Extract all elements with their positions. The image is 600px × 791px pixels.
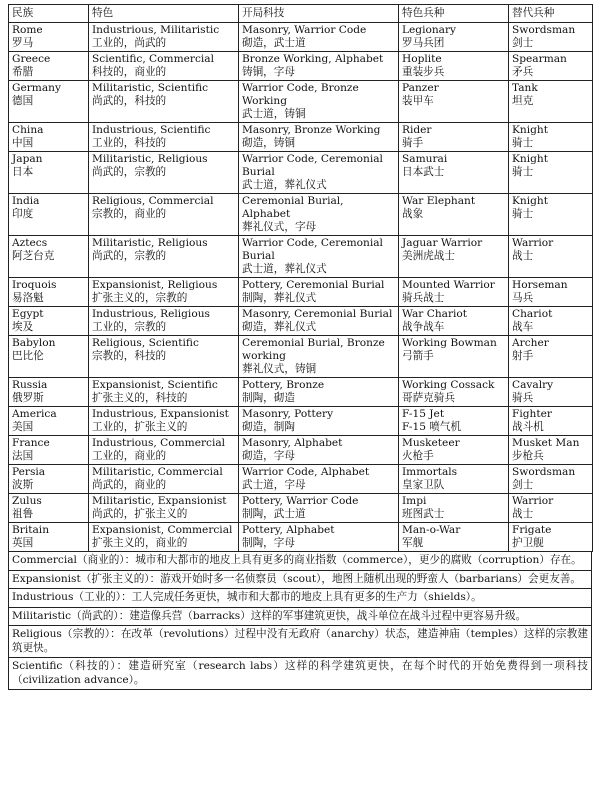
starting-tech-en: Warrior Code, Ceremonial Burial xyxy=(242,153,383,178)
unique-unit-zh: 装甲车 xyxy=(402,95,434,107)
civ-traits-cell xyxy=(89,278,239,307)
unique-unit-zh: 班图武士 xyxy=(402,508,445,520)
civ-traits-zh: 扩张主义的，科技的 xyxy=(92,392,188,404)
civ-traits-zh: 工业的，科技的 xyxy=(92,137,167,149)
civ-traits-en: Religious, Commercial xyxy=(92,195,214,207)
document-page xyxy=(8,4,592,690)
starting-tech-en: Masonry, Warrior Code xyxy=(242,24,367,36)
civ-name-en: Rome xyxy=(12,24,43,36)
unique-unit-en: War Elephant xyxy=(402,195,476,207)
civ-name-cell xyxy=(9,194,89,236)
civ-traits-cell xyxy=(89,307,239,336)
starting-tech-zh: 武士道，字母 xyxy=(242,479,306,491)
civ-traits-en: Militaristic, Scientific xyxy=(92,82,209,94)
replaced-unit-cell xyxy=(509,23,593,52)
civ-traits-en: Scientific, Commercial xyxy=(92,53,214,65)
starting-tech-en: Bronze Working, Alphabet xyxy=(242,53,384,65)
table-header-row xyxy=(9,5,593,23)
civ-name-zh: 希腊 xyxy=(12,66,34,78)
civ-name-en: Germany xyxy=(12,82,61,94)
civ-name-zh: 祖鲁 xyxy=(12,508,34,520)
civ-name-en: Egypt xyxy=(12,308,44,320)
starting-tech-zh: 砌造，铸铜 xyxy=(242,137,295,149)
replaced-unit-zh: 矛兵 xyxy=(512,66,534,78)
starting-tech-en: Masonry, Ceremonial Burial xyxy=(242,308,393,320)
unique-unit-cell xyxy=(399,465,509,494)
starting-tech-en: Masonry, Alphabet xyxy=(242,437,343,449)
civ-name-zh: 易洛魁 xyxy=(12,292,44,304)
civ-name-zh: 巴比伦 xyxy=(12,350,44,362)
civ-name-en: Zulus xyxy=(12,495,42,507)
civ-name-cell xyxy=(9,23,89,52)
starting-tech-zh: 武士道，铸铜 xyxy=(242,108,306,120)
starting-tech-zh: 砌造，武士道 xyxy=(242,37,306,49)
replaced-unit-cell xyxy=(509,407,593,436)
unique-unit-cell xyxy=(399,436,509,465)
starting-tech-en: Ceremonial Burial, Alphabet xyxy=(242,195,344,220)
civ-traits-en: Religious, Scientific xyxy=(92,337,199,349)
header-starting-tech: 开局科技 xyxy=(239,5,399,23)
civ-name-en: Babylon xyxy=(12,337,56,349)
replaced-unit-cell xyxy=(509,123,593,152)
unique-unit-cell xyxy=(399,494,509,523)
civ-name-cell xyxy=(9,378,89,407)
unique-unit-cell xyxy=(399,81,509,123)
unique-unit-en: Immortals xyxy=(402,466,458,478)
unique-unit-cell xyxy=(399,52,509,81)
civ-name-zh: 波斯 xyxy=(12,479,34,491)
civ-name-cell xyxy=(9,494,89,523)
civ-name-cell xyxy=(9,336,89,378)
replaced-unit-cell xyxy=(509,52,593,81)
civ-traits-en: Industrious, Expansionist xyxy=(92,408,229,420)
civ-traits-zh: 尚武的，商业的 xyxy=(92,479,167,491)
starting-tech-cell xyxy=(239,378,399,407)
header-traits: 特色 xyxy=(89,5,239,23)
unique-unit-cell xyxy=(399,307,509,336)
table-row xyxy=(9,407,593,436)
unique-unit-zh: 骑兵战士 xyxy=(402,292,445,304)
civ-name-en: America xyxy=(12,408,57,420)
table-body xyxy=(9,23,593,552)
civ-name-zh: 中国 xyxy=(12,137,34,149)
unique-unit-zh: 哥萨克骑兵 xyxy=(402,392,455,404)
civ-name-cell xyxy=(9,407,89,436)
civ-name-zh: 日本 xyxy=(12,166,34,178)
replaced-unit-zh: 剑士 xyxy=(512,37,534,49)
starting-tech-cell xyxy=(239,465,399,494)
table-row xyxy=(9,307,593,336)
replaced-unit-zh: 战斗机 xyxy=(512,421,544,433)
unique-unit-cell xyxy=(399,407,509,436)
replaced-unit-en: Warrior xyxy=(512,495,554,507)
replaced-unit-cell xyxy=(509,336,593,378)
starting-tech-cell xyxy=(239,23,399,52)
table-row xyxy=(9,336,593,378)
table-row xyxy=(9,236,593,278)
table-row xyxy=(9,378,593,407)
header-civ: 民族 xyxy=(9,5,89,23)
replaced-unit-en: Spearman xyxy=(512,53,567,65)
replaced-unit-cell xyxy=(509,436,593,465)
replaced-unit-zh: 骑兵 xyxy=(512,392,534,404)
replaced-unit-en: Warrior xyxy=(512,237,554,249)
civ-name-en: Greece xyxy=(12,53,51,65)
unique-unit-zh: 战争战车 xyxy=(402,321,445,333)
unique-unit-cell xyxy=(399,336,509,378)
civ-traits-en: Expansionist, Religious xyxy=(92,279,218,291)
replaced-unit-cell xyxy=(509,307,593,336)
unique-unit-zh: 美洲虎战士 xyxy=(402,250,455,262)
civilization-table xyxy=(8,4,593,552)
replaced-unit-en: Archer xyxy=(512,337,549,349)
starting-tech-zh: 葬礼仪式，字母 xyxy=(242,221,317,233)
civ-traits-cell xyxy=(89,194,239,236)
unique-unit-zh: 战象 xyxy=(402,208,424,220)
replaced-unit-en: Cavalry xyxy=(512,379,554,391)
starting-tech-en: Warrior Code, Bronze Working xyxy=(242,82,359,107)
starting-tech-cell xyxy=(239,278,399,307)
replaced-unit-zh: 骑士 xyxy=(512,208,534,220)
civ-name-cell xyxy=(9,523,89,552)
civ-name-zh: 法国 xyxy=(12,450,34,462)
table-row xyxy=(9,436,593,465)
unique-unit-cell xyxy=(399,194,509,236)
civ-traits-zh: 科技的，商业的 xyxy=(92,66,167,78)
replaced-unit-en: Knight xyxy=(512,153,548,165)
civ-name-zh: 俄罗斯 xyxy=(12,392,44,404)
civ-traits-cell xyxy=(89,436,239,465)
starting-tech-en: Masonry, Bronze Working xyxy=(242,124,381,136)
civ-traits-cell xyxy=(89,23,239,52)
civ-name-zh: 阿芝台克 xyxy=(12,250,55,262)
replaced-unit-zh: 射手 xyxy=(512,350,534,362)
starting-tech-zh: 武士道，葬礼仪式 xyxy=(242,263,327,275)
civ-traits-zh: 宗教的，科技的 xyxy=(92,350,167,362)
civ-name-cell xyxy=(9,123,89,152)
starting-tech-zh: 武士道，葬礼仪式 xyxy=(242,179,327,191)
replaced-unit-en: Tank xyxy=(512,82,538,94)
replaced-unit-cell xyxy=(509,81,593,123)
civ-traits-zh: 尚武的，扩张主义的 xyxy=(92,508,188,520)
note-scientific: Scientific（科技的）：建造研究室（research labs）这样的科学建筑更快，在每个时代的开始免费得到一项科技（civilization advance）。 xyxy=(9,658,592,690)
trait-notes xyxy=(8,552,592,690)
note-militaristic: Militaristic（尚武的）：建造像兵营（barracks）这样的军事建筑更快，战斗单位在战斗过程中更容易升级。 xyxy=(9,607,592,626)
civ-name-zh: 埃及 xyxy=(12,321,34,333)
civ-name-zh: 德国 xyxy=(12,95,34,107)
civ-name-zh: 罗马 xyxy=(12,37,34,49)
starting-tech-zh: 制陶，字母 xyxy=(242,537,295,549)
civ-traits-cell xyxy=(89,123,239,152)
unique-unit-en: Panzer xyxy=(402,82,439,94)
civ-traits-en: Militaristic, Commercial xyxy=(92,466,223,478)
unique-unit-en: Rider xyxy=(402,124,432,136)
table-row xyxy=(9,194,593,236)
replaced-unit-cell xyxy=(509,523,593,552)
civ-name-en: Iroquois xyxy=(12,279,57,291)
civ-traits-cell xyxy=(89,494,239,523)
replaced-unit-cell xyxy=(509,278,593,307)
replaced-unit-zh: 战士 xyxy=(512,508,534,520)
table-row xyxy=(9,523,593,552)
replaced-unit-zh: 剑士 xyxy=(512,479,534,491)
unique-unit-cell xyxy=(399,278,509,307)
civ-traits-zh: 尚武的，宗教的 xyxy=(92,250,167,262)
unique-unit-cell xyxy=(399,236,509,278)
starting-tech-cell xyxy=(239,407,399,436)
unique-unit-zh: 火枪手 xyxy=(402,450,434,462)
civ-traits-cell xyxy=(89,52,239,81)
replaced-unit-en: Swordsman xyxy=(512,466,576,478)
civ-name-cell xyxy=(9,236,89,278)
civ-name-cell xyxy=(9,278,89,307)
civ-name-en: Aztecs xyxy=(12,237,48,249)
unique-unit-zh: 军舰 xyxy=(402,537,424,549)
table-row xyxy=(9,278,593,307)
civ-traits-zh: 扩张主义的，宗教的 xyxy=(92,292,188,304)
replaced-unit-cell xyxy=(509,152,593,194)
note-expansionist: Expansionist（扩张主义的）：游戏开始时多一名侦察员（scout），地图上随机出现的野蛮人（barbarians）会更友善。 xyxy=(9,570,592,589)
starting-tech-cell xyxy=(239,152,399,194)
replaced-unit-en: Frigate xyxy=(512,524,552,536)
civ-traits-zh: 工业的，商业的 xyxy=(92,450,167,462)
replaced-unit-zh: 战士 xyxy=(512,250,534,262)
table-row xyxy=(9,23,593,52)
unique-unit-zh: 重装步兵 xyxy=(402,66,445,78)
civ-traits-en: Expansionist, Scientific xyxy=(92,379,218,391)
civ-traits-en: Industrious, Religious xyxy=(92,308,210,320)
table-row xyxy=(9,81,593,123)
civ-name-en: France xyxy=(12,437,50,449)
civ-name-zh: 英国 xyxy=(12,537,34,549)
civ-traits-zh: 尚武的，宗教的 xyxy=(92,166,167,178)
starting-tech-en: Masonry, Pottery xyxy=(242,408,334,420)
starting-tech-zh: 葬礼仪式，铸铜 xyxy=(242,363,317,375)
unique-unit-zh: F-15 喷气机 xyxy=(402,421,462,433)
replaced-unit-en: Chariot xyxy=(512,308,553,320)
starting-tech-cell xyxy=(239,194,399,236)
replaced-unit-zh: 骑士 xyxy=(512,166,534,178)
civ-name-cell xyxy=(9,81,89,123)
civ-name-zh: 美国 xyxy=(12,421,34,433)
unique-unit-cell xyxy=(399,378,509,407)
replaced-unit-en: Musket Man xyxy=(512,437,580,449)
civ-name-en: Japan xyxy=(12,153,43,165)
starting-tech-zh: 砌造，葬礼仪式 xyxy=(242,321,317,333)
starting-tech-zh: 砌造，字母 xyxy=(242,450,295,462)
civ-traits-en: Industrious, Scientific xyxy=(92,124,211,136)
replaced-unit-en: Knight xyxy=(512,195,548,207)
note-commercial: Commercial（商业的）：城市和大都市的地皮上具有更多的商业指数（commerce），更少的腐败（corruption）存在。 xyxy=(9,552,592,570)
starting-tech-cell xyxy=(239,436,399,465)
civ-traits-cell xyxy=(89,81,239,123)
civ-traits-en: Industrious, Commercial xyxy=(92,437,226,449)
replaced-unit-zh: 战车 xyxy=(512,321,534,333)
unique-unit-zh: 皇家卫队 xyxy=(402,479,445,491)
starting-tech-cell xyxy=(239,494,399,523)
civ-traits-cell xyxy=(89,336,239,378)
unique-unit-en: Working Cossack xyxy=(402,379,495,391)
table-row xyxy=(9,152,593,194)
civ-traits-zh: 宗教的，商业的 xyxy=(92,208,167,220)
replaced-unit-cell xyxy=(509,236,593,278)
starting-tech-cell xyxy=(239,307,399,336)
starting-tech-zh: 铸铜，字母 xyxy=(242,66,295,78)
civ-name-en: Britain xyxy=(12,524,50,536)
replaced-unit-cell xyxy=(509,378,593,407)
civ-traits-cell xyxy=(89,236,239,278)
unique-unit-zh: 日本武士 xyxy=(402,166,445,178)
note-industrious: Industrious（工业的）：工人完成任务更快，城市和大都市的地皮上具有更多的生产力（shields）。 xyxy=(9,589,592,608)
replaced-unit-en: Horseman xyxy=(512,279,568,291)
civ-name-en: India xyxy=(12,195,40,207)
civ-traits-zh: 工业的，宗教的 xyxy=(92,321,167,333)
civ-name-cell xyxy=(9,307,89,336)
unique-unit-en: Impi xyxy=(402,495,427,507)
unique-unit-en: Legionary xyxy=(402,24,457,36)
civ-name-cell xyxy=(9,52,89,81)
civ-traits-cell xyxy=(89,465,239,494)
table-row xyxy=(9,52,593,81)
unique-unit-zh: 弓箭手 xyxy=(402,350,434,362)
starting-tech-en: Ceremonial Burial, Bronze working xyxy=(242,337,385,362)
unique-unit-en: F-15 Jet xyxy=(402,408,445,420)
civ-traits-zh: 尚武的，科技的 xyxy=(92,95,167,107)
table-row xyxy=(9,123,593,152)
starting-tech-zh: 制陶，葬礼仪式 xyxy=(242,292,317,304)
table-row xyxy=(9,494,593,523)
unique-unit-zh: 罗马兵团 xyxy=(402,37,445,49)
unique-unit-cell xyxy=(399,23,509,52)
civ-traits-en: Militaristic, Religious xyxy=(92,153,208,165)
starting-tech-en: Warrior Code, Ceremonial Burial xyxy=(242,237,383,262)
replaced-unit-en: Fighter xyxy=(512,408,552,420)
table-row xyxy=(9,465,593,494)
replaced-unit-zh: 护卫舰 xyxy=(512,537,544,549)
starting-tech-zh: 制陶，武士道 xyxy=(242,508,306,520)
civ-name-en: Russia xyxy=(12,379,48,391)
civ-traits-cell xyxy=(89,407,239,436)
replaced-unit-cell xyxy=(509,194,593,236)
civ-traits-en: Militaristic, Expansionist xyxy=(92,495,227,507)
replaced-unit-zh: 马兵 xyxy=(512,292,534,304)
civ-traits-en: Militaristic, Religious xyxy=(92,237,208,249)
starting-tech-en: Pottery, Ceremonial Burial xyxy=(242,279,385,291)
starting-tech-cell xyxy=(239,523,399,552)
starting-tech-cell xyxy=(239,52,399,81)
civ-traits-en: Industrious, Militaristic xyxy=(92,24,220,36)
civ-name-cell xyxy=(9,436,89,465)
civ-name-zh: 印度 xyxy=(12,208,34,220)
starting-tech-cell xyxy=(239,81,399,123)
replaced-unit-zh: 骑士 xyxy=(512,137,534,149)
replaced-unit-cell xyxy=(509,465,593,494)
unique-unit-en: Samurai xyxy=(402,153,448,165)
unique-unit-en: Man-o-War xyxy=(402,524,461,536)
starting-tech-cell xyxy=(239,123,399,152)
civ-traits-zh: 扩张主义的，商业的 xyxy=(92,537,188,549)
replaced-unit-zh: 坦克 xyxy=(512,95,534,107)
note-religious: Religious（宗教的）：在改革（revolutions）过程中没有无政府（anarchy）状态，建造神庙（temples）这样的宗教建筑更快。 xyxy=(9,626,592,658)
unique-unit-en: Hoplite xyxy=(402,53,442,65)
starting-tech-en: Pottery, Alphabet xyxy=(242,524,335,536)
replaced-unit-cell xyxy=(509,494,593,523)
unique-unit-en: Jaguar Warrior xyxy=(402,237,483,249)
starting-tech-cell xyxy=(239,236,399,278)
replaced-unit-zh: 步枪兵 xyxy=(512,450,544,462)
starting-tech-cell xyxy=(239,336,399,378)
replaced-unit-en: Swordsman xyxy=(512,24,576,36)
unique-unit-cell xyxy=(399,523,509,552)
unique-unit-en: Mounted Warrior xyxy=(402,279,495,291)
unique-unit-en: War Chariot xyxy=(402,308,468,320)
unique-unit-cell xyxy=(399,152,509,194)
unique-unit-en: Working Bowman xyxy=(402,337,497,349)
civ-name-cell xyxy=(9,465,89,494)
starting-tech-zh: 砌造，制陶 xyxy=(242,421,295,433)
starting-tech-zh: 制陶，砌造 xyxy=(242,392,295,404)
unique-unit-cell xyxy=(399,123,509,152)
civ-name-cell xyxy=(9,152,89,194)
civ-traits-cell xyxy=(89,523,239,552)
starting-tech-en: Pottery, Warrior Code xyxy=(242,495,359,507)
civ-traits-en: Expansionist, Commercial xyxy=(92,524,233,536)
civ-traits-zh: 工业的，扩张主义的 xyxy=(92,421,188,433)
unique-unit-zh: 骑手 xyxy=(402,137,424,149)
civ-traits-cell xyxy=(89,152,239,194)
civ-traits-zh: 工业的，尚武的 xyxy=(92,37,167,49)
replaced-unit-en: Knight xyxy=(512,124,548,136)
civ-traits-cell xyxy=(89,378,239,407)
starting-tech-en: Pottery, Bronze xyxy=(242,379,325,391)
unique-unit-en: Musketeer xyxy=(402,437,460,449)
header-replaced-unit: 替代兵种 xyxy=(509,5,593,23)
starting-tech-en: Warrior Code, Alphabet xyxy=(242,466,370,478)
civ-name-en: China xyxy=(12,124,44,136)
civ-name-en: Persia xyxy=(12,466,46,478)
header-unique-unit: 特色兵种 xyxy=(399,5,509,23)
